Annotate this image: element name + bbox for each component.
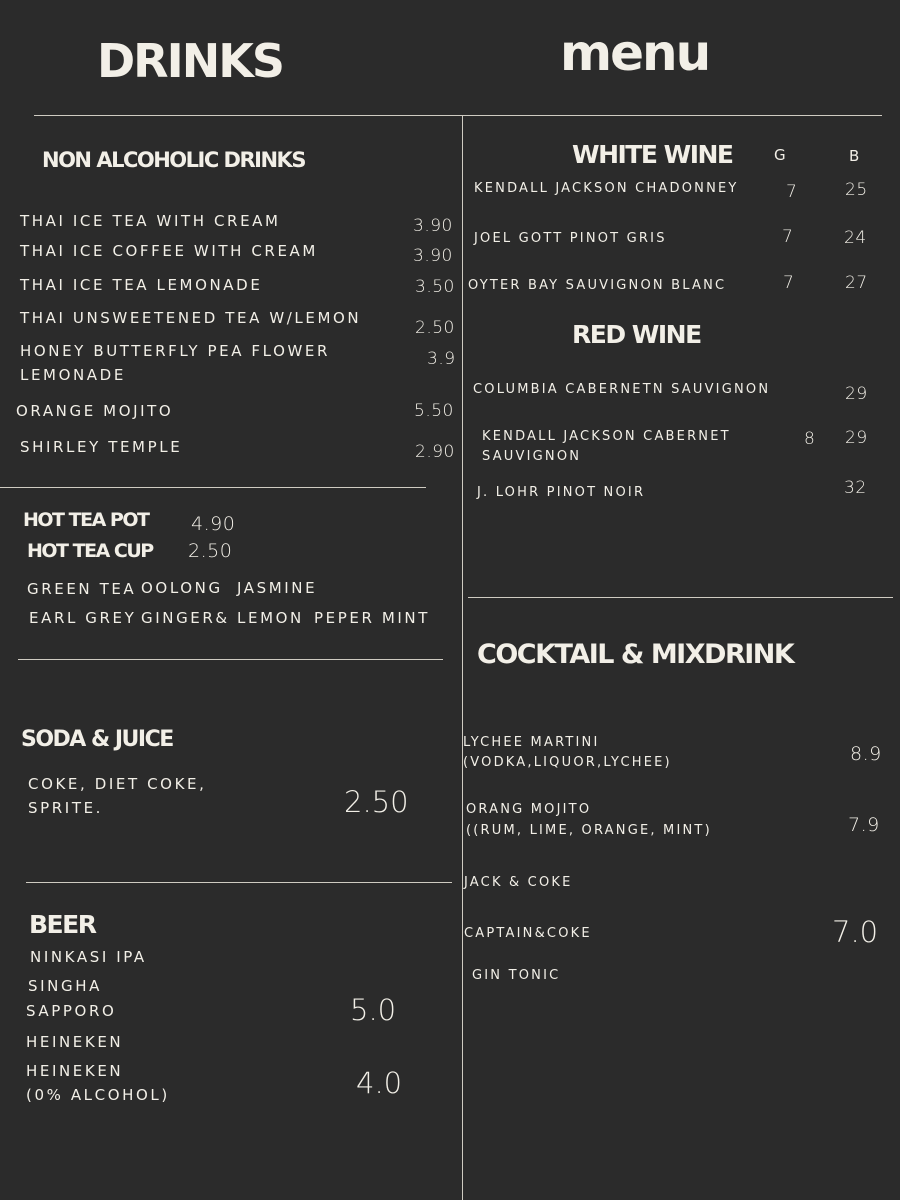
beer-item: HEINEKEN xyxy=(26,1062,124,1080)
wine-bottle-price: 29 xyxy=(845,428,868,448)
tea-variety: GREEN TEA xyxy=(27,580,137,598)
hot-tea-cup-price: 2.50 xyxy=(188,540,233,562)
menu-item-price: 5.50 xyxy=(414,401,454,421)
menu-item-price: 3.9 xyxy=(427,349,456,369)
wine-bottle-price: 27 xyxy=(845,273,868,293)
divider-wine xyxy=(468,597,893,598)
menu-item-name-line2: LEMONADE xyxy=(20,366,126,384)
menu-item-price: 3.50 xyxy=(415,277,455,297)
tea-variety: GINGER& LEMON xyxy=(141,609,304,627)
menu-item-price: 3.90 xyxy=(413,246,453,266)
white-wine-title: WHITE WINE xyxy=(572,140,733,169)
cocktail-item-name: JACK & COKE xyxy=(464,875,573,890)
drinks-title: DRINKS xyxy=(97,34,283,88)
menu-item-name: HONEY BUTTERFLY PEA FLOWER xyxy=(20,342,331,360)
menu-title: menu xyxy=(560,24,710,82)
cocktail-title: COCKTAIL & MIXDRINK xyxy=(477,639,794,670)
soda-line-2: SPRITE. xyxy=(28,799,104,817)
cocktail-item-price: 7.9 xyxy=(848,814,880,836)
cocktail-item-name: LYCHEE MARTINI xyxy=(463,735,600,750)
wine-bottle-price: 32 xyxy=(844,478,867,498)
divider-hottea xyxy=(18,659,443,660)
tea-variety: JASMINE xyxy=(237,579,318,597)
wine-item-name: KENDALL JACKSON CHADONNEY xyxy=(474,181,739,196)
cocktail-item-desc: (VODKA,LIQUOR,LYCHEE) xyxy=(463,755,672,770)
menu-item-name: THAI UNSWEETENED TEA W/LEMON xyxy=(20,309,362,327)
tea-variety: EARL GREY xyxy=(29,609,137,627)
wine-item-name: KENDALL JACKSON CABERNET xyxy=(482,429,731,444)
menu-item-name: THAI ICE COFFEE WITH CREAM xyxy=(20,242,318,260)
beer-item: (0% ALCOHOL) xyxy=(26,1086,170,1104)
soda-price: 2.50 xyxy=(344,785,409,819)
wine-item-name: J. LOHR PINOT NOIR xyxy=(477,485,646,500)
divider-nonalcoholic xyxy=(0,487,426,488)
wine-glass-price: 7 xyxy=(783,273,795,293)
soda-line-1: COKE, DIET COKE, xyxy=(28,775,207,793)
wine-glass-price: 8 xyxy=(804,429,816,449)
hot-tea-pot-label: HOT TEA POT xyxy=(23,509,149,531)
wine-glass-price: 7 xyxy=(786,182,798,202)
beer-item: SAPPORO xyxy=(26,1002,117,1020)
wine-glass-price: 7 xyxy=(782,227,794,247)
menu-item-price: 2.90 xyxy=(415,442,455,462)
wine-bottle-price: 24 xyxy=(844,228,867,248)
tea-variety: OOLONG xyxy=(141,579,223,597)
menu-item-name: ORANGE MOJITO xyxy=(16,402,174,420)
wine-item-name: COLUMBIA CABERNETN SAUVIGNON xyxy=(473,382,771,397)
beer-price: 4.0 xyxy=(356,1066,403,1100)
cocktail-item-name: GIN TONIC xyxy=(472,968,561,983)
beer-title: BEER xyxy=(29,910,96,939)
cocktail-item-price: 8.9 xyxy=(850,743,882,765)
tea-variety: PEPER MINT xyxy=(314,609,430,627)
cocktail-group-price: 7.0 xyxy=(832,915,879,949)
wine-bottle-price: 29 xyxy=(845,384,868,404)
menu-item-name: THAI ICE TEA WITH CREAM xyxy=(20,212,281,230)
beer-item: NINKASI IPA xyxy=(30,948,147,966)
menu-item-price: 2.50 xyxy=(415,318,455,338)
bottle-column-header: B xyxy=(849,147,860,165)
glass-column-header: G xyxy=(774,146,786,164)
wine-item-name: JOEL GOTT PINOT GRIS xyxy=(474,231,667,246)
menu-item-name: THAI ICE TEA LEMONADE xyxy=(20,276,263,294)
soda-juice-title: SODA & JUICE xyxy=(21,727,173,752)
cocktail-item-name: ORANG MOJITO xyxy=(466,802,592,817)
non-alcoholic-title: NON ALCOHOLIC DRINKS xyxy=(42,148,305,172)
cocktail-item-desc: ((RUM, LIME, ORANGE, MINT) xyxy=(466,823,712,838)
hot-tea-pot-price: 4.90 xyxy=(191,513,236,535)
column-divider xyxy=(462,116,463,1200)
divider-soda xyxy=(26,882,452,883)
menu-item-name: SHIRLEY TEMPLE xyxy=(20,438,183,456)
menu-item-price: 3.90 xyxy=(413,216,453,236)
red-wine-title: RED WINE xyxy=(572,320,701,349)
wine-item-name-line2: SAUVIGNON xyxy=(482,449,582,464)
hot-tea-cup-label: HOT TEA CUP xyxy=(27,540,153,562)
beer-item: SINGHA xyxy=(28,977,102,995)
beer-item: HEINEKEN xyxy=(26,1033,124,1051)
cocktail-item-name: CAPTAIN&COKE xyxy=(464,926,592,941)
header-divider xyxy=(34,115,882,116)
beer-price: 5.0 xyxy=(350,993,397,1027)
wine-bottle-price: 25 xyxy=(845,180,868,200)
wine-item-name: OYTER BAY SAUVIGNON BLANC xyxy=(468,278,727,293)
